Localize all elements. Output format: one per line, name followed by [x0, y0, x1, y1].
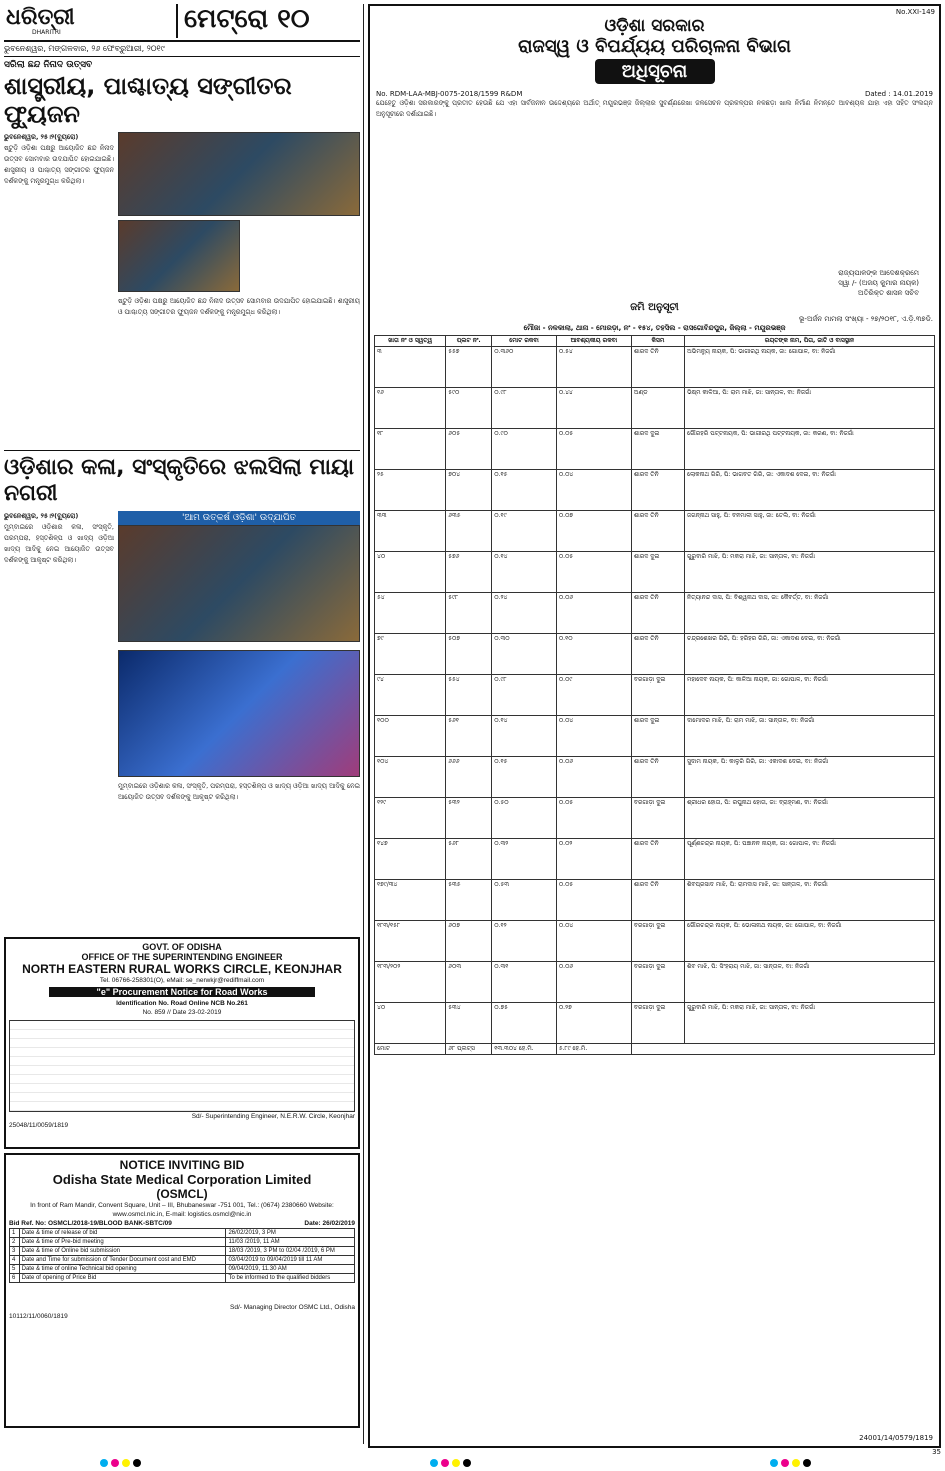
schedule-cell: ଶାରଦ ତିନି: [631, 880, 684, 921]
schedule-cell: ୬୦୭: [446, 921, 492, 962]
schedule-cell: ଶ୍ରୀଧର ହୋତା, ପି: ରଘୁନାଥ ହୋତା, ଜା: ବ୍ରାହ୍ମଣ, ବା: ନିଜଗାଁ: [684, 798, 934, 839]
schedule-cell: ୬୦୩: [446, 962, 492, 1003]
notice-body: ଯେହେତୁ ଓଡ଼ିଶା ସରକାରଙ୍କୁ ପ୍ରତୀତ ହେଉଛି ଯେ ଏହା ସାର୍ବଜନୀନ ଉଦ୍ଦେଶ୍ୟରେ ଅର୍ଥାତ୍ ମୟୂରଭଞ୍ଜ ଜିଲ୍ଲାର ସୁବର୍ଣ୍ଣରେଖା ଜଳସେଚନ ପ୍ରକଳ୍ପର ନଳଛଡ଼ା ଖାଲ ନିର୍ମାଣ ନିମନ୍ତେ ଆବଶ୍ୟକ ଯାହା ଏହା ସହିତ ସଂଲଗ୍ନ ଅନୁସୂଚୀରେ ଦର୍ଶାଯାଇଛି।: [376, 99, 933, 118]
schedule-cell: ୭୯: [375, 634, 446, 675]
schedule-cell: ୦.୦୬: [556, 962, 631, 1003]
schedule-row: [375, 470, 935, 511]
schedule-title: ଜମି ଅନୁସୂଚୀ: [630, 302, 679, 313]
ad2-row: [10, 1256, 355, 1265]
ad2-cell: 1: [10, 1229, 20, 1238]
schedule-header: ଖାତା ନଂ ଓ ସ୍ୱତ୍ୱ: [375, 336, 446, 347]
ad2-cell: Date & time of release of bid: [19, 1229, 226, 1238]
schedule-cell: ୫୫୭: [446, 347, 492, 388]
schedule-header: ରୟତଙ୍କ ନାମ, ପିତା, ଜାତି ଓ ବାସସ୍ଥାନ: [684, 336, 934, 347]
schedule-cell: ଶାରଦ ଦୁଇ: [631, 716, 684, 757]
schedule-cell: ୦.୭୫: [492, 1003, 557, 1044]
schedule-cell: ୦.୫୩: [492, 880, 557, 921]
ad2-foot: 10112/11/0060/1819: [9, 1313, 68, 1320]
ad2-org: Odisha State Medical Corporation Limited: [52, 1172, 312, 1187]
schedule-cell: ୦.୨୪: [492, 593, 557, 634]
schedule-row: [375, 511, 935, 552]
schedule-cell: ୬୦୫: [446, 429, 492, 470]
schedule-cell: ଭିଷ୍ମ କାଳିଆ, ପି: ରାମ ମାଝି, ଜା: ସାନ୍ତାଳ, ବା: ନିଜଗାଁ: [684, 388, 934, 429]
schedule-cell: ବରଗାଡ଼ା ଦୁଇ: [631, 798, 684, 839]
ad2-cell: 6: [10, 1274, 20, 1283]
schedule-mouza: ମୌଜା - ନଳକାଲା, ଥାନା - ମୋରଡ଼ା, ନଂ - ୧୫୪, ତହସିଲ - ରାସଗୋବିନ୍ଦପୁର, ଜିଲ୍ଲା - ମୟୂରଭଞ୍ଜ: [523, 324, 786, 332]
schedule-row: [375, 880, 935, 921]
left-column: [4, 4, 360, 1428]
schedule-cell: ୦.୧୦: [556, 634, 631, 675]
schedule-cell: ୯୪: [375, 675, 446, 716]
schedule-cell: ୨୫: [375, 470, 446, 511]
schedule-cell: ୦.୫୦: [492, 798, 557, 839]
schedule-cell: ଗୁରୁବାରି ମାଝି, ପି: ମକରା ମାଝି, ଜା: ସାନ୍ତାଳ, ବା: ନିଜଗାଁ: [684, 552, 934, 593]
schedule-cell: ୦.୦୬: [556, 593, 631, 634]
ad1-org1: GOVT. OF ODISHA: [142, 942, 222, 952]
schedule-cell: ଶାରଦ ତିନି: [631, 593, 684, 634]
schedule-cell: ୦.୯୮: [492, 388, 557, 429]
ad2-cell: 4: [10, 1256, 20, 1265]
total-plots: ୬୮ ପ୍ଲଟ୍‌ସ: [446, 1044, 492, 1055]
schedule-cell: ୦.୧୫: [492, 757, 557, 798]
schedule-header: କିସମ: [631, 336, 684, 347]
land-schedule-table: [374, 335, 935, 1055]
schedule-cell: ମହାଦେବ ନାୟକ, ପି: କାଳିଆ ନାୟକ, ଜା: ଗୋପାଳ, ବା: ନିଜଗାଁ: [684, 675, 934, 716]
schedule-cell: ୦.୦୫: [556, 552, 631, 593]
right-column: [368, 4, 941, 1456]
schedule-cell: ୬୩୫: [446, 511, 492, 552]
column-divider: [363, 4, 364, 1444]
ad1-org2: OFFICE OF THE SUPERINTENDING ENGINEER: [81, 952, 283, 962]
schedule-cell: ପୂର୍ଣ୍ଣଚନ୍ଦ୍ର ନାୟକ, ପି: ପଞ୍ଚାନନ ନାୟକ, ଜା: ଗୋପାଳ, ବା: ନିଜଗାଁ: [684, 839, 934, 880]
ad1-foot: 25048/11/0059/1819: [9, 1122, 69, 1129]
schedule-cell: ଶାରଦ ତିନି: [631, 839, 684, 880]
schedule-row: [375, 962, 935, 1003]
schedule-cell: ଶିବ ମାଝି, ପି: ସିଂହରାୟ ମାଝି, ଜା: ସାନ୍ତାଳ, ବା: ନିଜଗାଁ: [684, 962, 934, 1003]
masthead: [4, 4, 360, 42]
schedule-cell: ସୁଦାମ ନାୟକ, ପି: କାଳୁରି ଗିରି, ଜା: ଏକାଦଶ ଦେଇ, ବା: ନିଜଗାଁ: [684, 757, 934, 798]
total-label: ମୋଟ: [375, 1044, 446, 1055]
notice-govt: ଓଡ଼ିଶା ସରକାର: [604, 16, 705, 36]
ad2-cell: 09/04/2019, 11.30 AM: [226, 1265, 355, 1274]
schedule-cell: ୦.୧୪: [492, 716, 557, 757]
story1-kicker: ସରିଲା ଛନ୍ଦ ନିନାଦ ଉତ୍ସବ: [4, 60, 93, 70]
schedule-cell: ୬୬୬: [446, 757, 492, 798]
schedule-cell: ଶାରଦ ତିନି: [631, 634, 684, 675]
schedule-cell: ୦.୦୭: [556, 511, 631, 552]
schedule-cell: ଶାରଦ ତିନି: [631, 470, 684, 511]
notice-dated: Dated : 14.01.2019: [864, 90, 933, 98]
schedule-row: [375, 1003, 935, 1044]
schedule-header: ପ୍ଲଟ ନଂ.: [446, 336, 492, 347]
schedule-cell: ୦.୧୫: [492, 470, 557, 511]
story2-body-cont: ମୁମ୍ବାଇରେ ଓଡ଼ିଶାର କଳା, ସଂସ୍କୃତି, ପରମ୍ପରା, ହସ୍ତଶିଳ୍ପ ଓ ଖାଦ୍ୟ ଓଡ଼ିଆ ଖାଦ୍ୟ ଆଦିକୁ ନେଇ ଆୟୋଜିତ ଉତ୍ସବ ଦର୍ଶକଙ୍କୁ ଆକୃଷ୍ଟ କରିଥିଲା।: [118, 782, 360, 801]
schedule-cell: ଗୌରଚନ୍ଦ୍ର ନାୟକ, ପି: ଭୋଳାନାଥ ନାୟକ, ଜା: ଗୋପାଳ, ବା: ନିଜଗାଁ: [684, 921, 934, 962]
ad2-cell: Date & time of Online bid submission: [19, 1247, 226, 1256]
ad2-row: [10, 1274, 355, 1283]
schedule-cell: ଲୋକନାଥ ଗିରି, ପି: ଭାଗବତ ଗିରି, ଜା: ଏକାଦଶ ଦେଇ, ବା: ନିଜଗାଁ: [684, 470, 934, 511]
story1-body: ଷ୍ଟୁଡ଼ି ଓଡ଼ିଶା ପକ୍ଷରୁ ଆୟୋଜିତ ଛନ୍ଦ ନିନାଦ ଉତ୍ସବ ସୋମବାର ଉଦଯାପିତ ହୋଇଯାଇଛି। ଶାସ୍ତ୍ରୀୟ ଓ ପାଶ୍ଚାତ୍ୟ ସଙ୍ଗୀତର ଫ୍ୟୁଜନ ଦର୍ଶକଙ୍କୁ ମନ୍ତ୍ରମୁଗ୍ଧ କରିଥିଲା।: [4, 144, 114, 185]
schedule-cell: ୧୭୯/୩୪: [375, 880, 446, 921]
ad2-sign: Sd/- Managing Director OSMC Ltd., Odisha: [230, 1304, 355, 1311]
schedule-cell: ୦.୩୨: [492, 839, 557, 880]
schedule-header: ଆବଶ୍ୟକୀୟ ରକବା: [556, 336, 631, 347]
ad1-org3: NORTH EASTERN RURAL WORKS CIRCLE, KEONJHAR: [22, 962, 342, 976]
schedule-cell: ୫୫୪: [446, 675, 492, 716]
schedule-cell: ବରଗାଡ଼ା ଦୁଇ: [631, 921, 684, 962]
story2-banner: 'ଆମ ଉତ୍କର୍ଷ ଓଡ଼ିଶା' ଉଦ୍‌ଯାପିତ: [118, 511, 360, 525]
ad2-row: [10, 1238, 355, 1247]
schedule-cell: ୧୬: [375, 388, 446, 429]
ad2-cell: 11/03 /2019, 11 AM: [226, 1238, 355, 1247]
schedule-cell: ୦.୫୪: [556, 347, 631, 388]
schedule-cell: ୫୦୭: [446, 634, 492, 675]
schedule-cell: ୦.୧୨: [492, 921, 557, 962]
masthead-date: ଭୁବନେଶ୍ୱର, ମଙ୍ଗଳବାର, ୨୬ ଫେବ୍ରୁଆରୀ, ୨୦୧୯: [4, 42, 360, 57]
schedule-cell: ୧୨୯: [375, 798, 446, 839]
schedule-cell: ୪୦: [375, 1003, 446, 1044]
schedule-cell: ୦.୦୫: [556, 429, 631, 470]
story1-dateline: ଭୁବନେଶ୍ୱର, ୨୫।୨(ବ୍ୟୁରୋ): [4, 133, 79, 141]
print-registration-marks: [100, 1459, 160, 1467]
ad1-sign: Sd/- Superintending Engineer, N.E.R.W. Circle, Keonjhar: [191, 1113, 355, 1120]
ad2-row: [10, 1265, 355, 1274]
schedule-cell: ୦.୦୨: [556, 839, 631, 880]
schedule-cell: ୧୮୩/୨୦୨: [375, 962, 446, 1003]
ad2-cell: 5: [10, 1265, 20, 1274]
schedule-cell: ଅଣ୍ଡ: [631, 388, 684, 429]
ad-osmcl: [4, 1153, 360, 1428]
schedule-cell: ୧୦୪: [375, 757, 446, 798]
schedule-cell: ୧୪୭: [375, 839, 446, 880]
schedule-cell: ଗୁରୁବାରି ମାଝି, ପି: ମକରା ମାଝି, ଜା: ସାନ୍ତାଳ, ବା: ନିଜଗାଁ: [684, 1003, 934, 1044]
schedule-cell: ଶିବପ୍ରସାଦ ମାଝି, ପି: ରାମଦାସ ମାଝି, ଜା: ସାନ୍ତାଳ, ବା: ନିଜଗାଁ: [684, 880, 934, 921]
notice-foot: 24001/14/0579/1819: [859, 1434, 933, 1442]
schedule-cell: ୦.୯୦: [492, 429, 557, 470]
story1-photo-flute: [118, 220, 240, 292]
ad2-date: Date: 26/02/2019: [304, 1220, 355, 1227]
newspaper-logo: ଧରିତ୍ରୀ: [6, 4, 75, 30]
ad2-cell: Date of opening of Price Bid: [19, 1274, 226, 1283]
story2-photo-2: [118, 650, 360, 777]
ad1-contact: Tel. 06766-258301(O), eMail: se_nerwkjr@rediffmail.com: [99, 977, 265, 984]
schedule-cell: ୭୦୪: [446, 470, 492, 511]
ad2-cell: To be informed to the qualified bidders: [226, 1274, 355, 1283]
schedule-cell: ୫୬୧: [446, 716, 492, 757]
schedule-cell: ଶାରଦ ଦୁଇ: [631, 552, 684, 593]
total-area: ୧୩.୩୦୪ ହେ.ମି.: [492, 1044, 557, 1055]
ad1-title: "e" Procurement Notice for Road Works: [49, 987, 315, 997]
notice-sign2: ସ୍ୱା /- (ଅଜୟ କୁମାର ନାୟକ): [838, 279, 919, 287]
schedule-cell: ଦାମୋଦର ମାଝି, ପି: ରାମ ମାଝି, ଜା: ସାନ୍ତାଳ, ବା: ନିଜଗାଁ: [684, 716, 934, 757]
schedule-row: [375, 839, 935, 880]
schedule-row: [375, 716, 935, 757]
ad-rural-works: [4, 937, 360, 1149]
schedule-cell: ୦.୦୬: [556, 757, 631, 798]
schedule-cell: ୦.୦୪: [556, 716, 631, 757]
ad2-row: [10, 1229, 355, 1238]
logo-subtitle: DHARITRI: [32, 29, 61, 36]
schedule-cell: ୦.୦୯: [556, 675, 631, 716]
schedule-cell: ଅଭିମନ୍ୟୁ ନାୟକ, ପି: ଭାଗୀରଥି ନାୟକ, ଜା: ଗୋପାଳ, ବା: ନିଜଗାଁ: [684, 347, 934, 388]
schedule-cell: ୫୬୮: [446, 839, 492, 880]
schedule-header: ମୋଟ ରକବା: [492, 336, 557, 347]
schedule-cell: ଶାରଦ ଦୁଇ: [631, 429, 684, 470]
schedule-cell: ୪୦: [375, 552, 446, 593]
notice-sign1: ରାଜ୍ୟପାଳଙ୍କ ଆଦେଶକ୍ରମେ: [838, 269, 919, 277]
ad2-row: [10, 1247, 355, 1256]
ad2-cell: 3: [10, 1247, 20, 1256]
notice-ref: No. RDM-LAA-MBJ-0075-2018/1599 R&DM: [376, 90, 523, 98]
schedule-cell: ୫୩୪: [446, 1003, 492, 1044]
schedule-cell: ୫୩୫: [446, 880, 492, 921]
schedule-cell: ୦.୩୬୦: [492, 347, 557, 388]
schedule-cell: ୫୭୬: [446, 552, 492, 593]
schedule-cell: ୦.୯୮: [492, 675, 557, 716]
ad2-cell: 2: [10, 1238, 20, 1247]
section-title: ମେଟ୍ରୋ ୧୦: [184, 4, 310, 34]
schedule-row: [375, 634, 935, 675]
schedule-row: [375, 347, 935, 388]
schedule-row: [375, 798, 935, 839]
schedule-cell: ନିତ୍ୟାନନ୍ଦ ଦାସ, ପି: ବିଶ୍ୱନାଥ ଦାସ, ଜା: କୈବର୍ତ୍ତ, ବା: ନିଜଗାଁ: [684, 593, 934, 634]
schedule-cell: ୫୪: [375, 593, 446, 634]
govt-notification: [368, 4, 941, 1448]
ad2-cell: Date & time of Pre-bid meeting: [19, 1238, 226, 1247]
notice-number: No.XXI-149: [895, 8, 935, 16]
schedule-cell: ୩: [375, 347, 446, 388]
schedule-cell: ୩୩: [375, 511, 446, 552]
schedule-cell: ୦.୧୯: [492, 511, 557, 552]
schedule-cell: ୦.୪୪: [556, 388, 631, 429]
schedule-cell: ବରଗାଡ଼ା ଦୁଇ: [631, 962, 684, 1003]
schedule-cell: ୫୯୦: [446, 388, 492, 429]
total-required: ୫.୮୯ ହେ.ମି.: [556, 1044, 631, 1055]
schedule-cell: ଚନ୍ଦ୍ରଶେଖର ଗିରି, ପି: ହରିହର ଗିରି, ଜା: ଏକାଦଶ ଦେଇ, ବା: ନିଜଗାଁ: [684, 634, 934, 675]
story1-headline: ଶାସ୍ତ୍ରୀୟ, ପାଶ୍ଚାତ୍ୟ ସଙ୍ଗୀତର ଫ୍ୟୁଜନ: [4, 72, 292, 128]
schedule-row: [375, 593, 935, 634]
ad2-schedule-table: [9, 1228, 355, 1283]
ad2-bidref: Bid Ref. No: OSMCL/2018-19/BLOOD BANK-SBTC/09: [9, 1220, 172, 1227]
schedule-cell: ୦.୦୪: [556, 921, 631, 962]
schedule-cell: ୦.୩୦: [492, 634, 557, 675]
print-registration-marks-2: [430, 1459, 490, 1467]
story2-headline: ଓଡ଼ିଶାର କଳା, ସଂସ୍କୃତିରେ ଝଲସିଲା ମାୟା ନଗରୀ: [4, 455, 355, 506]
schedule-cell: ୦.୩୧: [492, 962, 557, 1003]
schedule-cell: ଶାରଦ ତିନି: [631, 757, 684, 798]
schedule-row: [375, 388, 935, 429]
ad1-details-table: [9, 1020, 355, 1112]
schedule-row: [375, 552, 935, 593]
schedule-cell: ଶାରଦ ତିନି: [631, 511, 684, 552]
print-registration-marks-3: [770, 1459, 830, 1467]
ad2-cell: Date & time of online Technical bid opening: [19, 1265, 226, 1274]
ad1-ident: Identification No. Road Online NCB No.261: [116, 1000, 248, 1007]
schedule-cell: ୦.୦୪: [556, 470, 631, 511]
schedule-cell: ୧୦୦: [375, 716, 446, 757]
schedule-row: [375, 921, 935, 962]
story1-body-cont: ଷ୍ଟୁଡ଼ି ଓଡ଼ିଶା ପକ୍ଷରୁ ଆୟୋଜିତ ଛନ୍ଦ ନିନାଦ ଉତ୍ସବ ସୋମବାର ଉଦଯାପିତ ହୋଇଯାଇଛି। ଶାସ୍ତ୍ରୀୟ ଓ ପାଶ୍ଚାତ୍ୟ ସଙ୍ଗୀତର ଫ୍ୟୁଜନ ଦର୍ଶକଙ୍କୁ ମନ୍ତ୍ରମୁଗ୍ଧ କରିଥିଲା।: [118, 297, 360, 316]
schedule-cell: ୦.୧୪: [492, 552, 557, 593]
schedule-row: [375, 675, 935, 716]
ad2-address: In front of Ram Mandir, Convent Square, Unit – III, Bhubaneswar -751 001, Tel.: (0674) 2380660 Website: www.osmcl.nic.in, E-mail: logistics.osmcl@nic.in: [30, 1202, 334, 1218]
schedule-cell: ୧୮: [375, 429, 446, 470]
schedule-cell: ୦.୦୫: [556, 880, 631, 921]
schedule-cell: ବରଗାଡ଼ା ଦୁଇ: [631, 675, 684, 716]
schedule-cell: ଶାରଦ ତିନି: [631, 347, 684, 388]
schedule-cell: ୫୩୨: [446, 798, 492, 839]
ad2-abbr: (OSMCL): [156, 1187, 208, 1201]
schedule-cell: ୦.୨୭: [556, 1003, 631, 1044]
schedule-case: ଭୂ-ଅର୍ଜନ ମାମଲା ସଂଖ୍ୟା - ୨୭/୨୦୧୮, ଏ.ଡ଼ି.୩୭ଡି.: [798, 315, 933, 323]
ad2-cell: 03/04/2019 to 09/04/2019 till 11 AM: [226, 1256, 355, 1265]
ad2-cell: Date and Time for submission of Tender Document cost and EMD: [19, 1256, 226, 1265]
ad1-bidno: No. 859 // Date 23-02-2019: [142, 1009, 222, 1016]
schedule-cell: ୧୮୩/୧୫୮: [375, 921, 446, 962]
notice-badge: ଅଧିସୂଚନା: [595, 59, 715, 84]
story2-photo-1: [118, 525, 360, 642]
story2-body: ମୁମ୍ବାଇରେ ଓଡ଼ିଶାର କଳା, ସଂସ୍କୃତି, ପରମ୍ପରା, ହସ୍ତଶିଳ୍ପ ଓ ଖାଦ୍ୟ ଓଡ଼ିଆ ଖାଦ୍ୟ ଆଦିକୁ ନେଇ ଆୟୋଜିତ ଉତ୍ସବ ଦର୍ଶକଙ୍କୁ ଆକୃଷ୍ଟ କରିଥିଲା।: [4, 523, 114, 564]
story1-photo-stage: [118, 132, 360, 216]
ad2-cell: 26/02/2019, 3 PM: [226, 1229, 355, 1238]
notice-department: ରାଜସ୍ୱ ଓ ବିପର୍ଯ୍ୟୟ ପରିଚାଳନା ବିଭାଗ: [518, 36, 791, 57]
schedule-cell: ଗୌରହରି ପଟ୍ଟନାୟକ, ପି: ଭାଗୀରଥି ପଟ୍ଟନାୟକ, ଜା: କରଣ, ବା: ନିଜଗାଁ: [684, 429, 934, 470]
story2-dateline: ଭୁବନେଶ୍ୱର, ୨୫।୨(ବ୍ୟୁରୋ): [4, 512, 79, 520]
notice-sign3: ଅତିରିକ୍ତ ଶାସନ ସଚିବ: [858, 289, 919, 297]
ad2-title: NOTICE INVITING BID: [119, 1158, 245, 1172]
schedule-cell: ୫୯୮: [446, 593, 492, 634]
page-number: 35: [932, 1448, 941, 1456]
schedule-cell: ବରଗାଡ଼ା ଦୁଇ: [631, 1003, 684, 1044]
ad2-cell: 18/03 /2019, 3 PM to 02/04 /2019, 6 PM: [226, 1247, 355, 1256]
schedule-cell: ୦.୦୫: [556, 798, 631, 839]
schedule-row: [375, 429, 935, 470]
schedule-row: [375, 757, 935, 798]
schedule-cell: ଜଗନ୍ନାଥ ସାହୁ, ପି: ବନମାଳୀ ସାହୁ, ଜା: ତେଲି, ବା: ନିଜଗାଁ: [684, 511, 934, 552]
